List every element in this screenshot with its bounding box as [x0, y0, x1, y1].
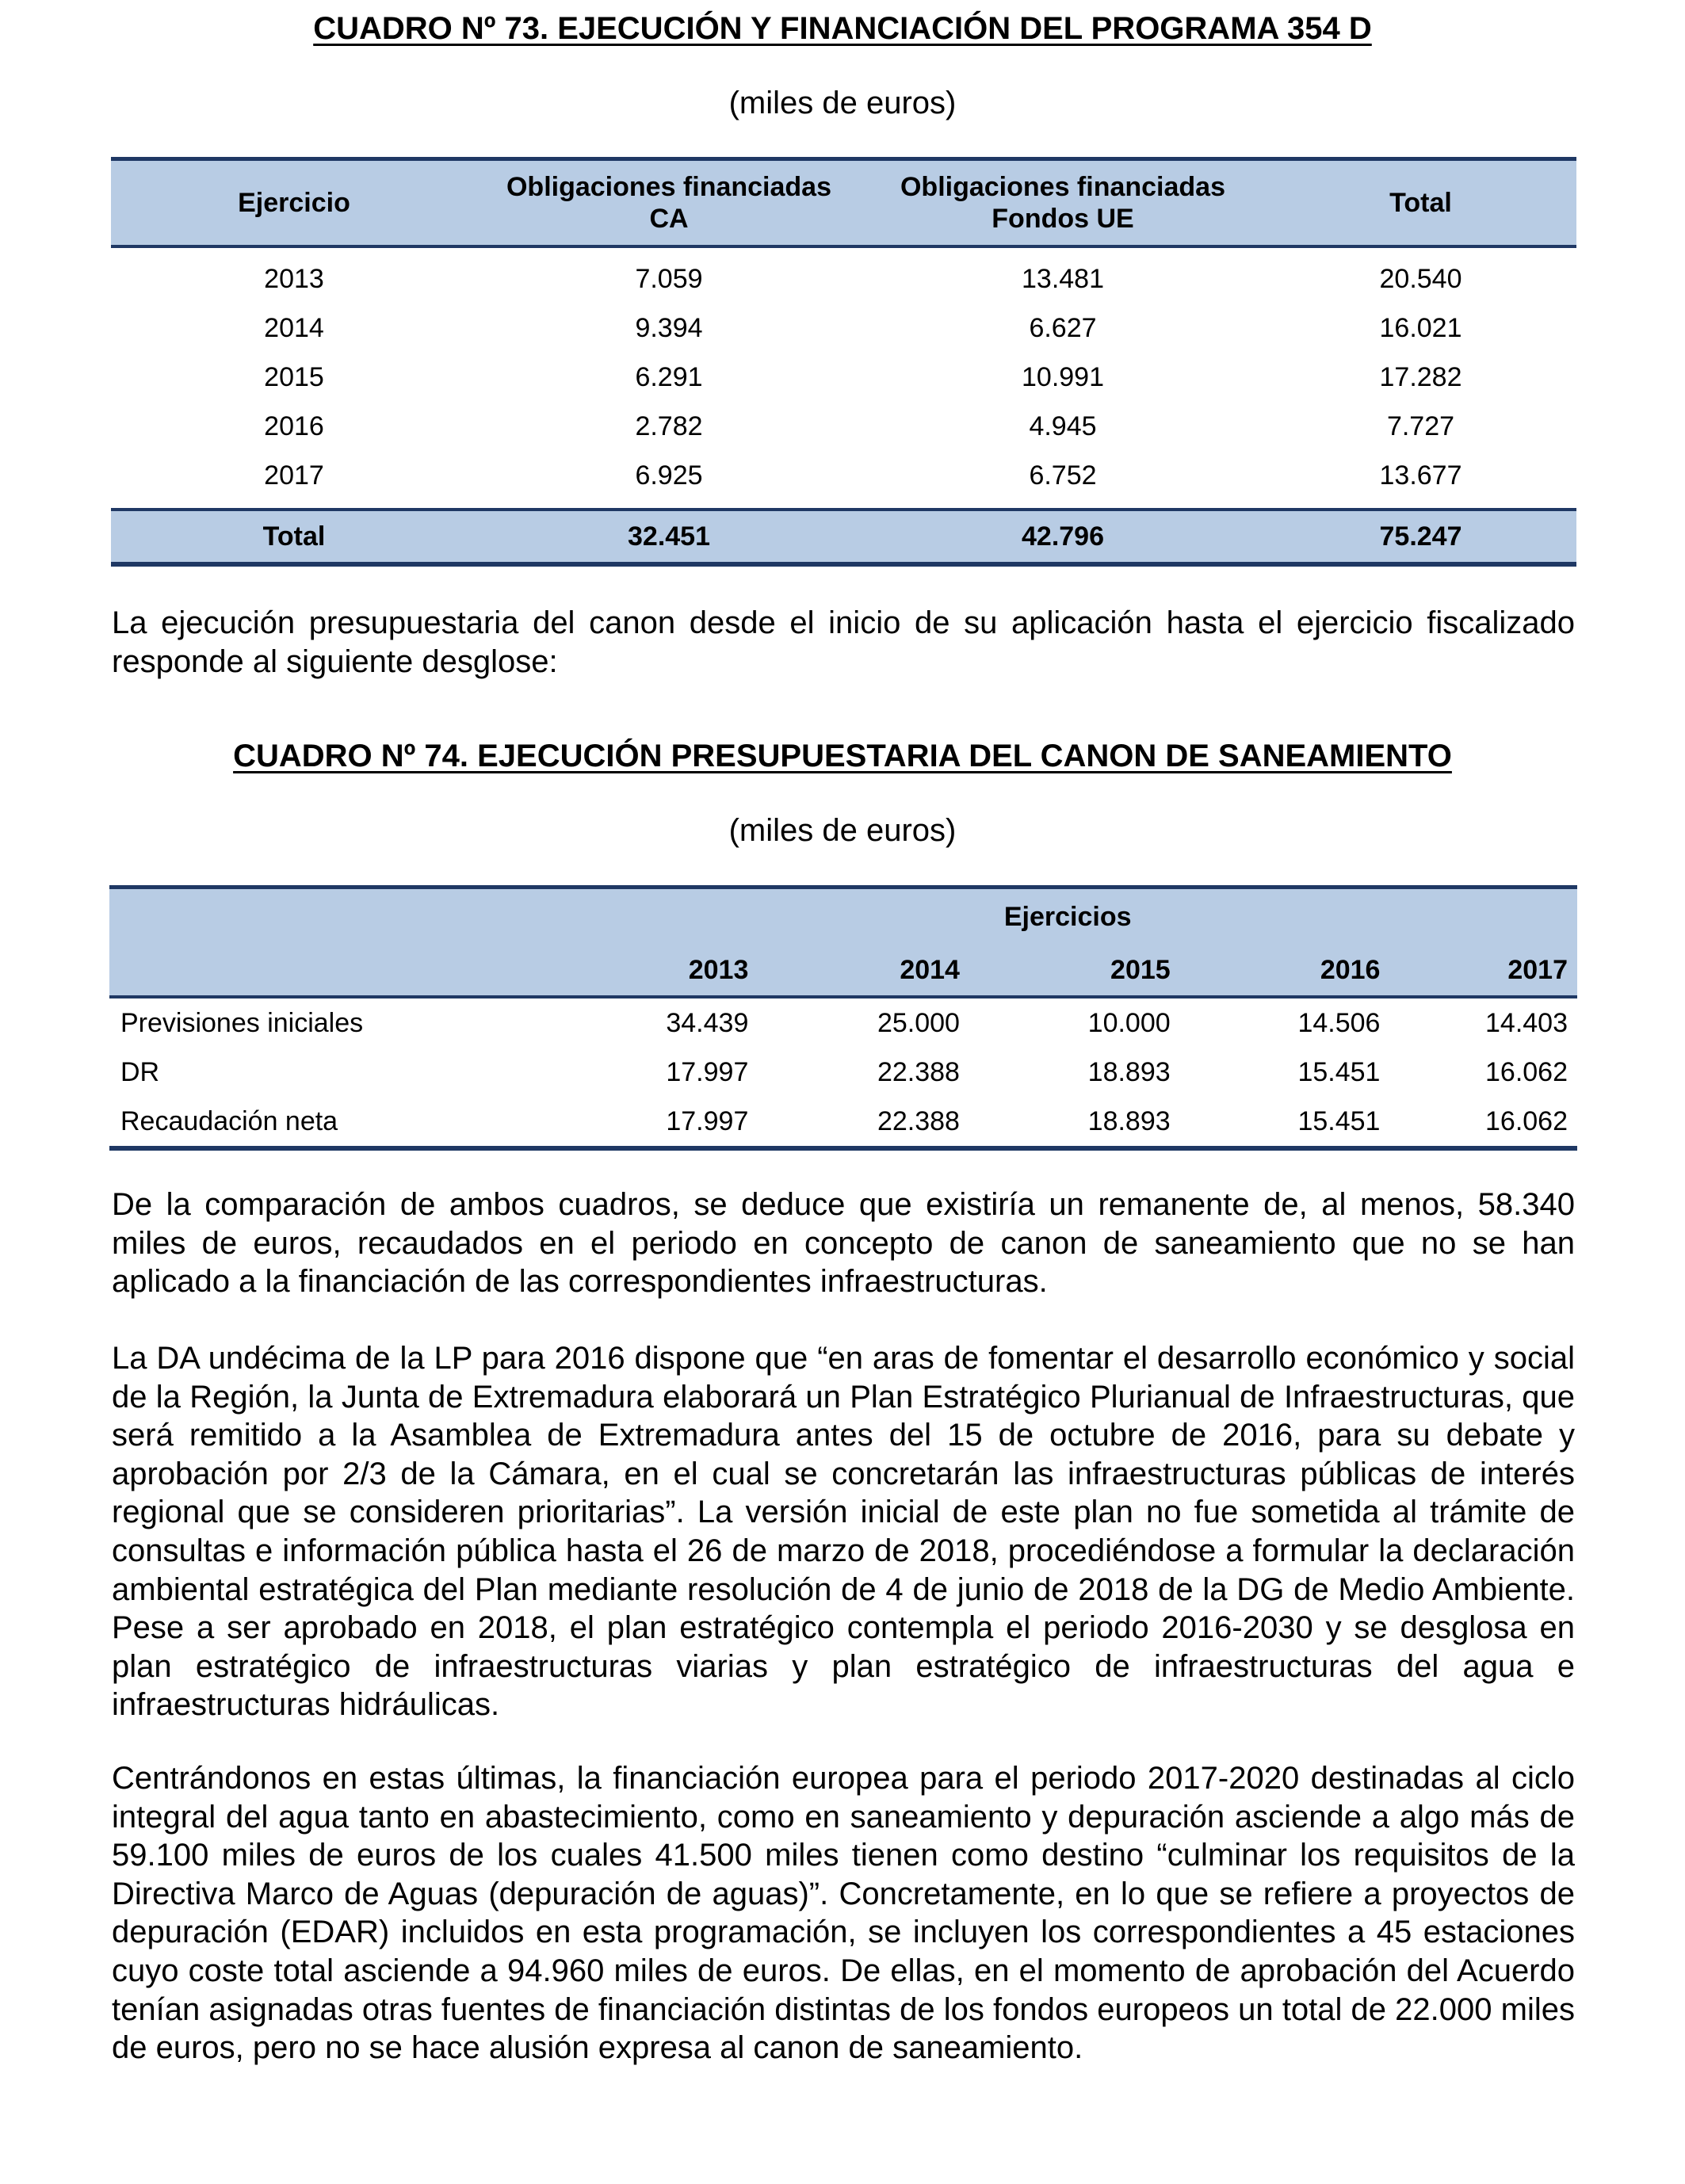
cell-year: 2017 [264, 460, 324, 491]
total-label: Total [111, 510, 477, 564]
cell-value: 15.451 [1297, 1056, 1381, 1087]
cell-total: 7.727 [1386, 410, 1455, 441]
cell-total: 17.282 [1379, 361, 1462, 392]
cell-ca: 2.782 [635, 410, 703, 441]
header-obligaciones-ue [861, 159, 1265, 247]
header-year: 2016 [1180, 945, 1390, 997]
cell-value: 14.403 [1485, 1007, 1568, 1038]
cell-ca: 6.925 [635, 460, 703, 491]
paragraph-4: Centrándonos en estas últimas, la financiación europea para el periodo 2017-2020 destinadas al ciclo integral del agua tanto en abastecimiento, como en saneamiento y depuración asciende a algo más de 59.100 miles de euros de los cuales 41.500 miles tienen como destino “culminar los requisitos de la Directiva Marco de Aguas (depuración de aguas)”. Concretamente, en lo que se refiere a proyectos de depuración (EDAR) incluidos en esta programación, se incluyen los correspondientes a 45 estaciones cuyo coste total asciende a 94.960 miles de euros. De ellas, en el momento de aprobación del Acuerdo tenían asignadas otras fuentes de financiación distintas de los fondos europeos un total de 22.000 miles de euros, pero no se hace alusión expresa al canon de saneamiento. [112, 1761, 1575, 2066]
cell-total: 16.021 [1379, 312, 1462, 343]
table-row [111, 402, 1576, 451]
table-group-header-row [109, 888, 1577, 945]
cell-year: 2016 [264, 410, 324, 441]
cell-ue: 4.945 [1029, 410, 1097, 441]
cell-value: 16.062 [1485, 1056, 1568, 1087]
cell-value: 18.893 [969, 1097, 1180, 1148]
table-row [111, 304, 1576, 353]
cuadro-73-title: CUADRO Nº 73. EJECUCIÓN Y FINANCIACIÓN DEL PROGRAMA 354 D [313, 11, 1372, 46]
cuadro-74-table [109, 885, 1577, 1151]
header-obligaciones-ca-text: Obligaciones financiadas CA [506, 172, 831, 234]
cell-ca: 7.059 [635, 263, 703, 294]
cell-value: 22.388 [877, 1056, 960, 1087]
cell-value: 34.439 [666, 1007, 749, 1038]
paragraph-1: La ejecución presupuestaria del canon desde el inicio de su aplicación hasta el ejercicio fiscalizado responde al siguiente desglose: [112, 605, 1575, 679]
paragraph-3: La DA undécima de la LP para 2016 dispone que “en aras de fomentar el desarrollo económico y social de la Región, la Junta de Extremadura elaborará un Plan Estratégico Plurianual de Infraestructuras, que será remitido a la Asamblea de Extremadura antes del 15 de octubre de 2016, para su debate y aprobación por 2/3 de la Cámara, en el cual se concretarán las infraestructuras públicas de interés regional que se consideren prioritarias”. La versión inicial de este plan no fue sometida al trámite de consultas e información pública hasta el 26 de marzo de 2018, procediéndose a formular la declaración ambiental estratégica del Plan mediante resolución de 4 de junio de 2018 de la DG de Medio Ambiente. Pese a ser aprobado en 2018, el plan estratégico contempla el periodo 2016-2030 y se desglosa en plan estratégico de infraestructuras viarias y plan estratégico de infraestructuras del agua e infraestructuras hidráulicas. [112, 1341, 1575, 1723]
header-year: 2015 [969, 945, 1180, 997]
header-year: 2013 [558, 945, 758, 997]
table-row [109, 1048, 1577, 1097]
table-header-row [109, 945, 1577, 997]
cell-ue: 13.481 [1022, 263, 1104, 294]
cell-value: 25.000 [877, 1007, 960, 1038]
header-ejercicios: Ejercicios [558, 888, 1577, 945]
cell-value: 16.062 [1389, 1097, 1577, 1148]
cell-value: 17.997 [558, 1097, 758, 1148]
cell-value: 18.893 [1087, 1056, 1171, 1087]
cell-ue: 10.991 [1022, 361, 1104, 392]
table-row [111, 246, 1576, 304]
table-row [111, 353, 1576, 402]
cell-year: 2015 [264, 361, 324, 392]
paragraph-2: De la comparación de ambos cuadros, se deduce que existiría un remanente de, al menos, 58.340 miles de euros, recaudados en el periodo en concepto de canon de saneamiento que no se han aplicado a la financiación de las correspondientes infraestructuras. [112, 1187, 1575, 1300]
cell-ue: 6.627 [1029, 312, 1097, 343]
cell-total: 13.677 [1379, 460, 1462, 491]
row-label: Recaudación neta [109, 1097, 558, 1148]
cuadro-73-table [111, 157, 1576, 567]
table-row [111, 451, 1576, 510]
header-total: Total [1265, 159, 1576, 247]
header-obligaciones-ca [477, 159, 861, 247]
cell-ue: 6.752 [1029, 460, 1097, 491]
cell-total: 20.540 [1379, 263, 1462, 294]
cuadro-73-subtitle: (miles de euros) [728, 86, 957, 120]
cuadro-74-subtitle: (miles de euros) [728, 813, 957, 848]
cell-year: 2013 [264, 263, 324, 294]
cell-year: 2014 [264, 312, 324, 343]
header-empty [109, 945, 558, 997]
cell-value: 14.506 [1297, 1007, 1381, 1038]
total-total: 75.247 [1265, 510, 1576, 564]
cell-value: 22.388 [758, 1097, 969, 1148]
row-label: DR [120, 1056, 160, 1087]
cell-value: 10.000 [1087, 1007, 1171, 1038]
header-obligaciones-ue-text: Obligaciones financiadas Fondos UE [900, 172, 1225, 234]
header-ejercicio: Ejercicio [111, 159, 477, 247]
table-total-row [111, 510, 1576, 564]
cell-value: 17.997 [666, 1056, 749, 1087]
cell-ca: 9.394 [635, 312, 703, 343]
cuadro-74-title: CUADRO Nº 74. EJECUCIÓN PRESUPUESTARIA DEL CANON DE SANEAMIENTO [233, 739, 1452, 773]
header-year: 2017 [1389, 945, 1577, 997]
cell-ca: 6.291 [635, 361, 703, 392]
total-ca: 32.451 [477, 510, 861, 564]
header-year: 2014 [758, 945, 969, 997]
header-empty [109, 888, 558, 945]
table-row [109, 1097, 1577, 1148]
table-row [109, 997, 1577, 1048]
total-ue: 42.796 [861, 510, 1265, 564]
row-label: Previsiones iniciales [120, 1007, 364, 1038]
table-header-row [111, 159, 1576, 247]
cell-value: 15.451 [1180, 1097, 1390, 1148]
